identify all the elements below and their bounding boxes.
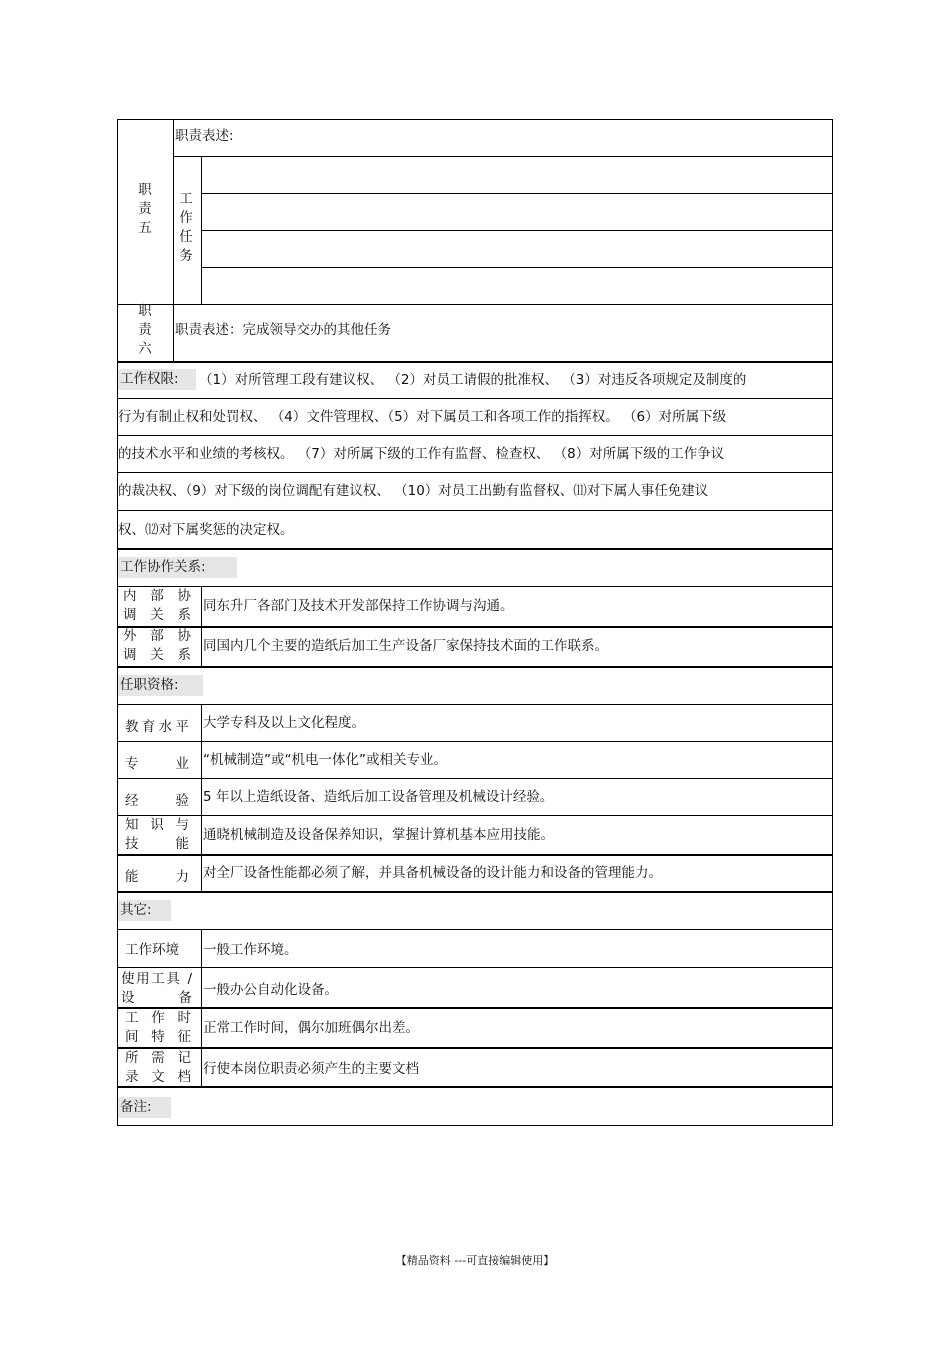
authority-label: 工作权限:	[118, 369, 196, 390]
divider	[117, 472, 833, 473]
divider	[117, 626, 833, 628]
major-label: 专业	[125, 756, 189, 772]
divider	[117, 778, 833, 779]
ability-label: 能力	[125, 869, 189, 885]
footer-note: 【精品资料 ---可直接编辑使用】	[395, 1254, 555, 1267]
divider	[117, 510, 833, 511]
authority-line: （1）对所管理工段有建议权、 （2）对员工请假的批准权、 （3）对违反各项规定及制度的	[199, 372, 747, 388]
divider	[117, 435, 833, 436]
divider	[117, 741, 833, 742]
environment-label: 工作环境	[125, 942, 179, 958]
other-label: 其它:	[118, 900, 171, 921]
ability-value: 对全厂设备性能都必须了解，并具备机械设备的设计能力和设备的管理能力。	[203, 865, 662, 881]
divider	[117, 1047, 833, 1049]
duty5-desc-label: 职责表述:	[175, 128, 234, 144]
divider	[117, 398, 833, 399]
external-coop-value: 同国内几个主要的造纸后加工生产设备厂家保持技术面的工作联系。	[203, 638, 608, 654]
section-divider	[117, 1086, 833, 1088]
remarks-label: 备注:	[118, 1097, 171, 1118]
internal-coop-label: 内 部 协 调 关 系	[123, 588, 191, 623]
authority-line: 的技术水平和业绩的考核权。 （7）对所属下级的工作有监督、检查权、 （8）对所属下级的工作争议	[118, 446, 725, 462]
authority-line: 行为有制止权和处罚权、 （4）文件管理权、（5）对下属员工和各项工作的指挥权。 （6）对所属下级	[118, 409, 727, 425]
duty6-desc: 职责表述：完成领导交办的其他任务	[175, 322, 391, 338]
knowledge-label: 知 识 与 技 能	[125, 817, 189, 852]
education-value: 大学专科及以上文化程度。	[203, 715, 365, 731]
authority-line: 的裁决权、（9）对下级的岗位调配有建议权、 （10）对员工出勤有监督权、⑾对下属人事任免建议	[118, 483, 709, 499]
documents-label: 所 需 记 录 文 档	[125, 1050, 191, 1085]
divider	[117, 967, 833, 968]
duty5-task-label: 工作任务	[179, 191, 193, 264]
knowledge-value: 通晓机械制造及设备保养知识，掌握计算机基本应用技能。	[203, 827, 554, 843]
divider	[117, 854, 833, 856]
documents-value: 行使本岗位职责必须产生的主要文档	[203, 1061, 419, 1077]
section-divider	[117, 891, 833, 893]
major-value: “机械制造”或“机电一体化”或相关专业。	[203, 752, 447, 768]
divider	[117, 929, 833, 930]
tools-label: 使用工具 / 设 备	[121, 971, 192, 1006]
divider	[117, 815, 833, 816]
experience-label: 经验	[125, 793, 189, 809]
divider	[117, 304, 833, 305]
education-label: 教育水平	[125, 719, 189, 735]
task-row-line	[201, 193, 833, 194]
task-row-line	[201, 267, 833, 268]
divider	[117, 704, 833, 705]
duty6-label: 职责六	[138, 303, 152, 357]
task-row-line	[201, 230, 833, 231]
authority-line: 权、⑿对下属奖惩的决定权。	[118, 522, 294, 538]
job-description-table	[117, 119, 833, 1126]
environment-value: 一般工作环境。	[203, 942, 298, 958]
qualification-label: 任职资格:	[118, 675, 203, 696]
cooperation-label: 工作协作关系:	[118, 557, 237, 578]
duty5-label: 职责五	[138, 182, 152, 236]
hours-value: 正常工作时间，偶尔加班偶尔出差。	[203, 1020, 419, 1036]
internal-coop-value: 同东升厂各部门及技术开发部保持工作协调与沟通。	[203, 598, 514, 614]
section-divider	[117, 548, 833, 550]
divider	[201, 704, 202, 891]
divider	[117, 1007, 833, 1009]
tools-value: 一般办公自动化设备。	[203, 982, 338, 998]
section-divider	[117, 361, 833, 363]
experience-value: 5 年以上造纸设备、造纸后加工设备管理及机械设计经验。	[203, 789, 554, 805]
divider	[173, 156, 833, 157]
hours-label: 工 作 时 间 特 征	[125, 1010, 191, 1045]
external-coop-label: 外 部 协 调 关 系	[123, 628, 191, 663]
divider	[117, 586, 833, 587]
section-divider	[117, 666, 833, 668]
